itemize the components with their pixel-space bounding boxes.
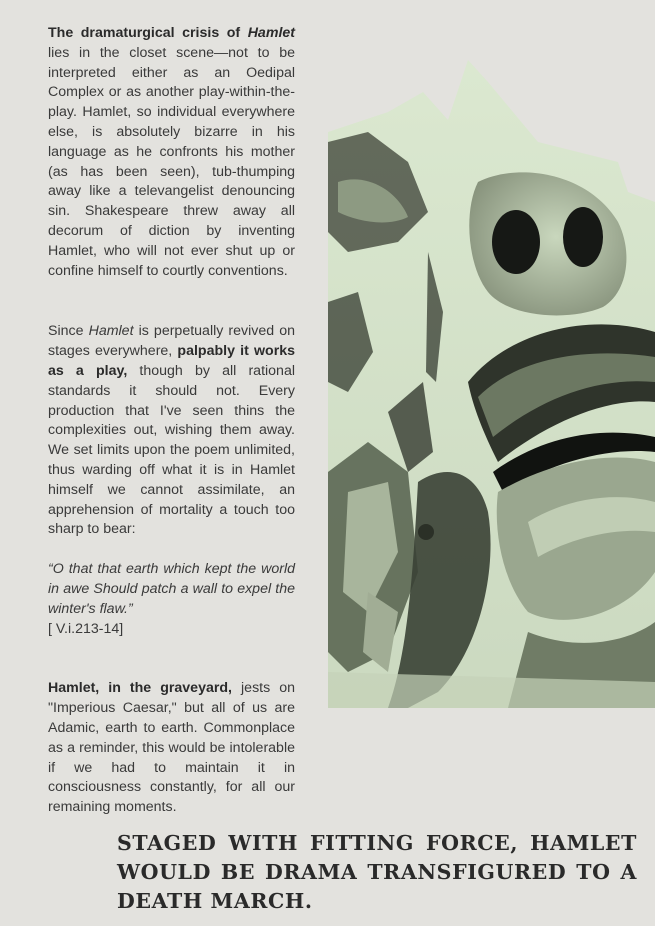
p2-b: is perpetually revived on stages everywhere,: [48, 323, 296, 360]
paragraph-stages: [48, 322, 295, 540]
sculpture-face-image: [328, 52, 655, 708]
p2-a: Since: [48, 323, 89, 340]
p2-bold: palpably it works as a play,: [48, 343, 295, 379]
quotation-citation: [ V.i.213-14]: [48, 620, 124, 637]
paragraph-closet-scene: [48, 24, 295, 281]
p2-c: though by all rational standards it should not. Every production that I've seen thins the complexities out, wishing them away. We set limits upon the poem unlimited, thus warding off what it is in Hamlet himself we cannot assimilate, an apprehension of mortality a touch too sharp to bear:: [48, 362, 295, 538]
lead-phrase: [48, 25, 295, 41]
p2-title: Hamlet: [88, 323, 134, 340]
quotation: “O that that earth which kept the world in awe Should patch a wall to expel the winter's flaw.”: [48, 561, 295, 617]
paragraph-graveyard: [48, 679, 295, 818]
p3-text: jests on "Imperious Caesar," but all of us are Adamic, earth to earth. Commonplace as a reminder, this would be intolerable if we had to maintain it in consciousness constantly, for all our remaining moments.: [48, 680, 296, 816]
paragraph-1-text: lies in the closet scene—not to be interpreted either as an Oedipal Complex or as another play-within-the-play. Hamlet, so individual everywhere else, is absolutely bizarre in his language as he confronts his mother (as has been seen), tub-thumping away like a televangelist denouncing sin. Shakespeare threw away all decorum of diction by inventing Hamlet, who will not ever shut up or confine himself to courtly conventions.: [48, 44, 295, 279]
lead-title: Hamlet: [247, 25, 295, 41]
closing-statement: STAGED WITH FITTING FORCE, HAMLET WOULD BE DRAMA TRANSFIGURED TO A DEATH MARCH.: [117, 831, 637, 913]
p3-bold: Hamlet, in the graveyard,: [48, 680, 232, 697]
lead-text: The dramaturgical crisis of: [48, 25, 241, 41]
article-body: [48, 24, 295, 818]
